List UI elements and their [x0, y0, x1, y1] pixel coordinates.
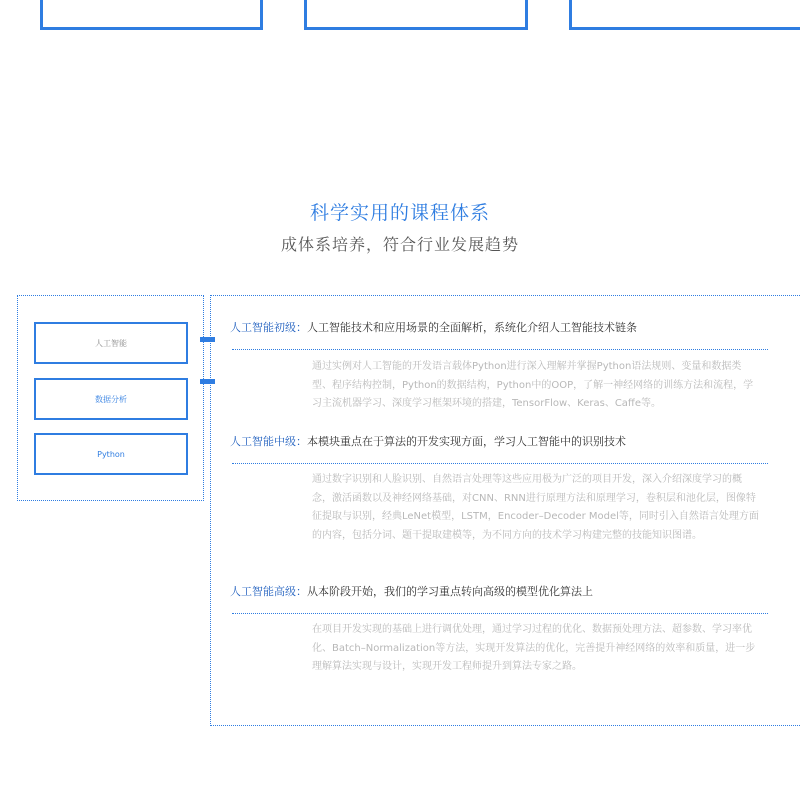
tab-data-analysis[interactable]: 数据分析	[34, 378, 188, 420]
level-label: 人工智能初级：	[230, 321, 307, 334]
divider	[232, 349, 768, 350]
course-tab-panel	[17, 295, 204, 501]
level-headline: 本模块重点在于算法的开发实现方面，学习人工智能中的识别技术	[307, 435, 626, 448]
section-description-intermediate: 通过数字识别和人脸识别、自然语言处理等这些应用极为广泛的项目开发，深入介绍深度学习的概念，激活函数以及神经网络基础，对CNN、RNN进行原理方法和原理学习，卷积层和池化层，图像特征提取与识别，经典LeNet模型，LSTM，Encoder–Decoder Model等，同时引入自然语言处理方面的内容，包括分词、题干提取建模等，为不同方向的技术学习构建完整的技能知识图谱。	[312, 474, 759, 541]
divider	[232, 613, 768, 614]
section-heading-advanced	[230, 583, 593, 599]
section-heading-beginner	[230, 319, 637, 335]
level-label: 人工智能高级：	[230, 585, 307, 598]
section-description-advanced: 在项目开发实现的基础上进行调优处理，通过学习过程的优化、数据预处理方法、超参数、学习率优化、Batch–Normalization等方法，实现开发算法的优化，完善提升神经网络的效率和质量，进一步理解算法实现与设计，实现开发工程师提升到算法专家之路。	[312, 624, 756, 672]
divider	[232, 463, 768, 464]
section-description-beginner: 通过实例对人工智能的开发语言载体Python进行深入理解并掌握Python语法规则、变量和数据类型、程序结构控制，Python的数据结构，Python中的OOP，了解一神经网络的训练方法和流程，学习主流机器学习、深度学习框架环境的搭建，TensorFlow、Keras、Caffe等。	[312, 361, 754, 409]
section-subtitle: 成体系培养，符合行业发展趋势	[280, 235, 519, 254]
top-card-3	[569, 0, 800, 30]
level-label: 人工智能中级：	[230, 435, 307, 448]
top-card-2	[304, 0, 528, 30]
section-title: 科学实用的课程体系	[309, 202, 490, 224]
level-headline: 从本阶段开始，我们的学习重点转向高级的模型优化算法上	[307, 585, 593, 598]
top-card-1	[40, 0, 263, 30]
tab-ai[interactable]: 人工智能	[34, 322, 188, 364]
tab-python[interactable]: Python	[34, 433, 188, 475]
level-headline: 人工智能技术和应用场景的全面解析，系统化介绍人工智能技术链条	[307, 321, 637, 334]
section-heading-intermediate	[230, 433, 626, 449]
